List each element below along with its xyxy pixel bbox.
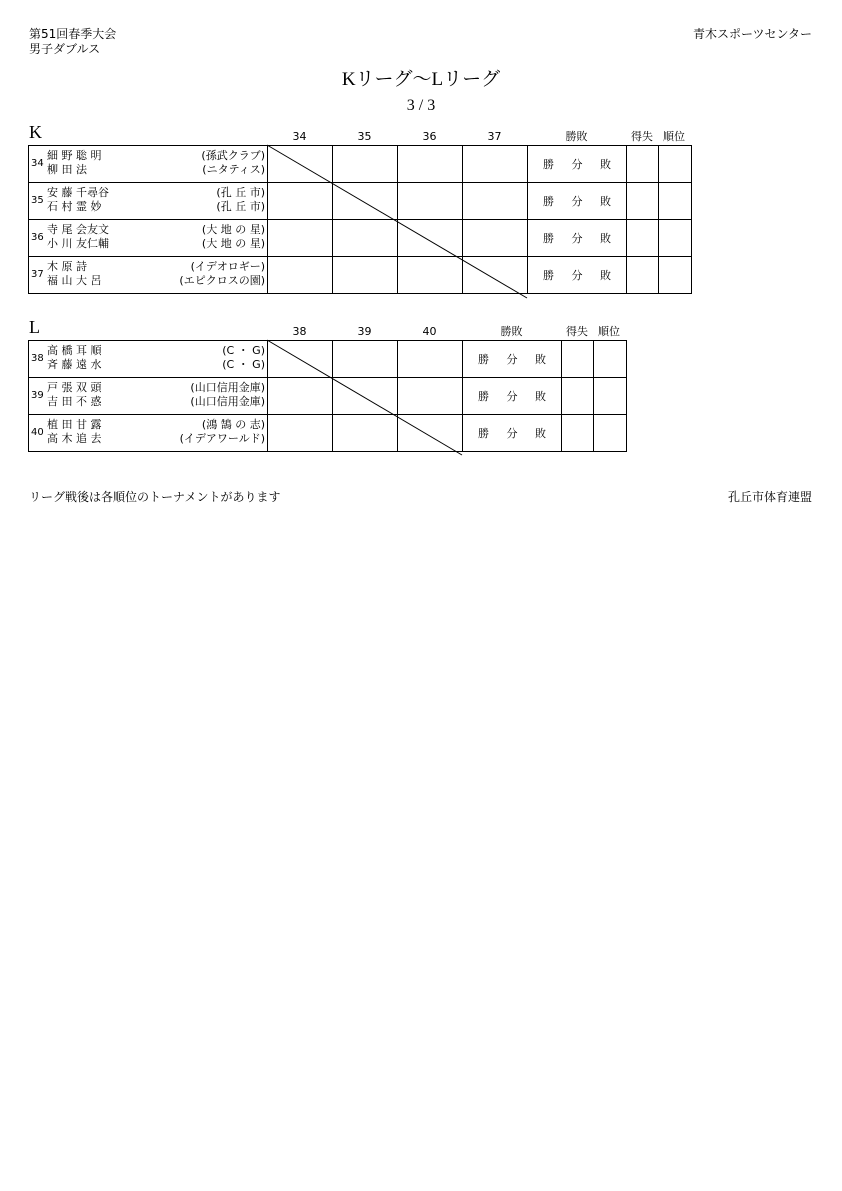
player-name: 吉 田 不 惑 bbox=[47, 395, 102, 408]
pair-cell bbox=[29, 341, 268, 378]
club-name: (孔 丘 市) bbox=[216, 200, 265, 213]
points-cell bbox=[562, 341, 594, 378]
score-cell bbox=[398, 183, 463, 220]
points-cell bbox=[627, 257, 659, 294]
score-cell bbox=[398, 341, 463, 378]
score-cell bbox=[463, 146, 528, 183]
points-cell bbox=[562, 378, 594, 415]
score-cell bbox=[268, 220, 333, 257]
score-cell bbox=[333, 378, 398, 415]
league-l-label: L bbox=[29, 317, 40, 337]
player-name: 高 橋 耳 順 bbox=[47, 344, 102, 357]
score-cell bbox=[333, 183, 398, 220]
pair-number: 37 bbox=[31, 269, 44, 280]
player-name: 安 藤 千尋谷 bbox=[47, 186, 109, 199]
table-row bbox=[29, 415, 627, 452]
pair-cell bbox=[29, 146, 268, 183]
col-header-34: 34 bbox=[292, 130, 307, 143]
table-row bbox=[29, 183, 692, 220]
player-name: 寺 尾 会友文 bbox=[47, 223, 109, 236]
club-name: (孫武クラブ) bbox=[201, 149, 265, 162]
player-name: 木 原 詩 bbox=[47, 260, 87, 273]
club-name: (イデオロギー) bbox=[190, 260, 265, 273]
player-name: 細 野 聡 明 bbox=[47, 149, 102, 162]
league-k-label: K bbox=[29, 122, 42, 142]
points-cell bbox=[627, 220, 659, 257]
club-name: (山口信用金庫) bbox=[190, 381, 265, 394]
score-cell bbox=[333, 415, 398, 452]
table-row bbox=[29, 146, 692, 183]
score-cell bbox=[268, 257, 333, 294]
score-cell bbox=[398, 146, 463, 183]
player-name: 高 木 追 去 bbox=[47, 432, 102, 445]
result-cell: 勝 分 敗 bbox=[528, 183, 627, 220]
result-cell: 勝 分 敗 bbox=[463, 341, 562, 378]
score-cell bbox=[268, 183, 333, 220]
score-cell bbox=[333, 257, 398, 294]
pair-cell bbox=[29, 220, 268, 257]
player-name: 福 山 大 呂 bbox=[47, 274, 102, 287]
rank-cell bbox=[594, 415, 627, 452]
score-cell bbox=[333, 341, 398, 378]
rank-cell bbox=[594, 341, 627, 378]
score-cell bbox=[463, 220, 528, 257]
page-title: Kリーグ～Lリーグ bbox=[341, 69, 501, 90]
col-header-39: 39 bbox=[357, 325, 372, 338]
points-cell bbox=[562, 415, 594, 452]
event-title: 第51回春季大会 bbox=[29, 27, 117, 41]
club-name: (エピクロスの園) bbox=[179, 274, 265, 287]
score-cell bbox=[398, 378, 463, 415]
club-name: (山口信用金庫) bbox=[190, 395, 265, 408]
result-cell: 勝 分 敗 bbox=[528, 146, 627, 183]
pair-number: 34 bbox=[31, 158, 44, 169]
rank-cell bbox=[659, 183, 692, 220]
pair-cell bbox=[29, 257, 268, 294]
player-name: 小 川 友仁輔 bbox=[47, 237, 109, 250]
col-header-36: 36 bbox=[422, 130, 437, 143]
score-cell bbox=[268, 378, 333, 415]
score-cell bbox=[268, 146, 333, 183]
club-name: (イデアワールド) bbox=[179, 432, 265, 445]
pair-number: 36 bbox=[31, 232, 44, 243]
points-cell bbox=[627, 183, 659, 220]
score-cell bbox=[398, 415, 463, 452]
col-header-rank: 順位 bbox=[598, 325, 620, 338]
pair-number: 38 bbox=[31, 353, 44, 364]
col-header-35: 35 bbox=[357, 130, 372, 143]
organizer-name: 孔丘市体育連盟 bbox=[727, 490, 812, 504]
score-cell bbox=[268, 415, 333, 452]
club-name: (C ・ G) bbox=[222, 358, 265, 371]
table-row bbox=[29, 220, 692, 257]
event-category: 男子ダブルス bbox=[29, 42, 101, 56]
footer-note: リーグ戦後は各順位のトーナメントがあります bbox=[29, 490, 281, 504]
club-name: (孔 丘 市) bbox=[216, 186, 265, 199]
page-number: 3 / 3 bbox=[406, 97, 436, 114]
col-header-37: 37 bbox=[487, 130, 502, 143]
club-name: (ニタティス) bbox=[202, 163, 265, 176]
rank-cell bbox=[659, 146, 692, 183]
club-name: (鴻 鵠 の 志) bbox=[201, 418, 265, 431]
league-k-table bbox=[28, 145, 692, 294]
result-cell: 勝 分 敗 bbox=[528, 220, 627, 257]
rank-cell bbox=[659, 220, 692, 257]
league-l-table bbox=[28, 340, 627, 452]
score-cell bbox=[333, 146, 398, 183]
table-row bbox=[29, 378, 627, 415]
player-name: 柳 田 法 bbox=[47, 163, 87, 176]
player-name: 石 村 霊 妙 bbox=[47, 200, 102, 213]
col-header-rank: 順位 bbox=[663, 130, 685, 143]
result-cell: 勝 分 敗 bbox=[463, 415, 562, 452]
col-header-points: 得失 bbox=[566, 325, 588, 338]
result-cell: 勝 分 敗 bbox=[463, 378, 562, 415]
pair-cell bbox=[29, 378, 268, 415]
pair-number: 39 bbox=[31, 390, 44, 401]
col-header-38: 38 bbox=[292, 325, 307, 338]
col-header-points: 得失 bbox=[631, 130, 653, 143]
table-row bbox=[29, 341, 627, 378]
venue-name: 青木スポーツセンター bbox=[692, 27, 812, 41]
rank-cell bbox=[594, 378, 627, 415]
points-cell bbox=[627, 146, 659, 183]
score-cell bbox=[463, 183, 528, 220]
score-cell bbox=[463, 257, 528, 294]
score-cell bbox=[333, 220, 398, 257]
player-name: 戸 張 双 頭 bbox=[47, 381, 102, 394]
pair-number: 40 bbox=[31, 427, 44, 438]
score-cell bbox=[398, 257, 463, 294]
pair-number: 35 bbox=[31, 195, 44, 206]
club-name: (C ・ G) bbox=[222, 344, 265, 357]
rank-cell bbox=[659, 257, 692, 294]
col-header-result: 勝敗 bbox=[565, 130, 588, 143]
player-name: 植 田 甘 露 bbox=[47, 418, 102, 431]
pair-cell bbox=[29, 183, 268, 220]
score-cell bbox=[398, 220, 463, 257]
result-cell: 勝 分 敗 bbox=[528, 257, 627, 294]
col-header-result: 勝敗 bbox=[500, 325, 523, 338]
club-name: (大 地 の 星) bbox=[201, 223, 265, 236]
score-cell bbox=[268, 341, 333, 378]
player-name: 斉 藤 遠 水 bbox=[47, 358, 102, 371]
table-row bbox=[29, 257, 692, 294]
col-header-40: 40 bbox=[422, 325, 437, 338]
pair-cell bbox=[29, 415, 268, 452]
club-name: (大 地 の 星) bbox=[201, 237, 265, 250]
